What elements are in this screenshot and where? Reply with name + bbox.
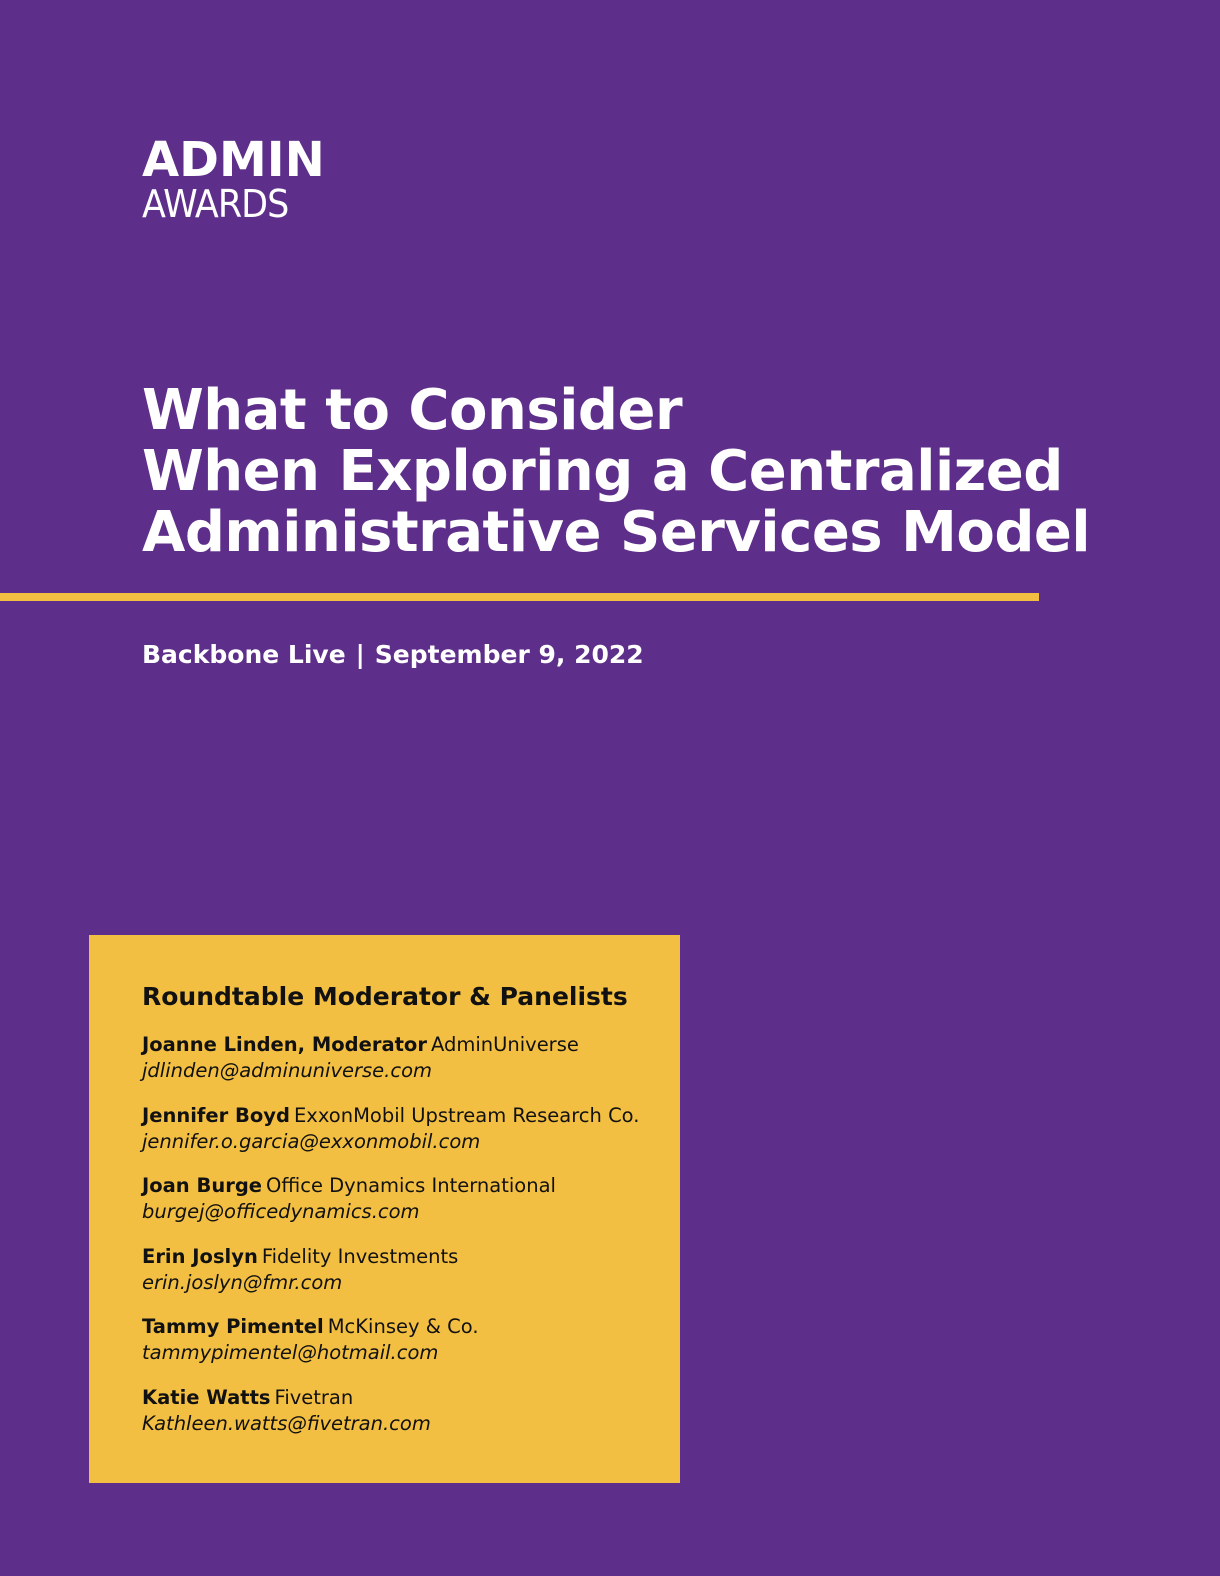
panelist-name: Katie Watts (142, 1385, 271, 1409)
panelist-item (142, 1384, 672, 1455)
panelist-email[interactable]: Kathleen.watts@fivetran.com (142, 1411, 431, 1435)
panelist-email[interactable]: burgej@officedynamics.com (142, 1200, 420, 1223)
panelist-org: McKinsey & Co. (327, 1315, 479, 1338)
document-title (142, 380, 1102, 563)
panelist-item (142, 1172, 672, 1243)
panelist-name: Joanne Linden, Moderator (142, 1033, 427, 1056)
panelists-box (89, 935, 680, 1483)
panelists-list (142, 1031, 672, 1454)
panelist-item (142, 1313, 672, 1384)
panelist-org: AdminUniverse (430, 1033, 579, 1056)
panelist-org: Fidelity Investments (261, 1244, 459, 1268)
panelist-email[interactable]: tammypimentel@hotmail.com (142, 1341, 439, 1364)
panelist-name: Tammy Pimentel (142, 1315, 324, 1338)
title-line-1: What to Consider (142, 378, 683, 443)
title-line-2: When Exploring a Centralized (142, 439, 1063, 504)
panelist-item (142, 1102, 672, 1173)
panelist-org: Office Dynamics International (266, 1174, 556, 1197)
panelist-email[interactable]: erin.joslyn@fmr.com (142, 1270, 343, 1294)
admin-awards-logo (142, 132, 342, 226)
logo-line-awards: AWARDS (142, 182, 289, 226)
panelist-name: Erin Joslyn (142, 1244, 258, 1268)
panelist-org: ExxonMobil Upstream Research Co. (293, 1103, 640, 1127)
event-name: Backbone Live (142, 640, 346, 669)
panelist-org: Fivetran (274, 1385, 354, 1409)
panelist-email[interactable]: jennifer.o.garcia@exxonmobil.com (142, 1129, 481, 1153)
panelist-email[interactable]: jdlinden@adminuniverse.com (142, 1059, 433, 1082)
event-separator: | (355, 640, 365, 669)
event-info (142, 638, 644, 672)
panelist-item (142, 1243, 672, 1314)
panelist-name: Jennifer Boyd (142, 1103, 290, 1127)
title-divider (0, 593, 1039, 601)
panelists-heading: Roundtable Moderator & Panelists (142, 982, 628, 1011)
title-line-3: Administrative Services Model (142, 500, 1091, 565)
event-date: September 9, 2022 (374, 640, 644, 669)
logo-line-admin: ADMIN (142, 132, 325, 188)
panelist-name: Joan Burge (142, 1174, 263, 1197)
panelist-item (142, 1031, 672, 1102)
